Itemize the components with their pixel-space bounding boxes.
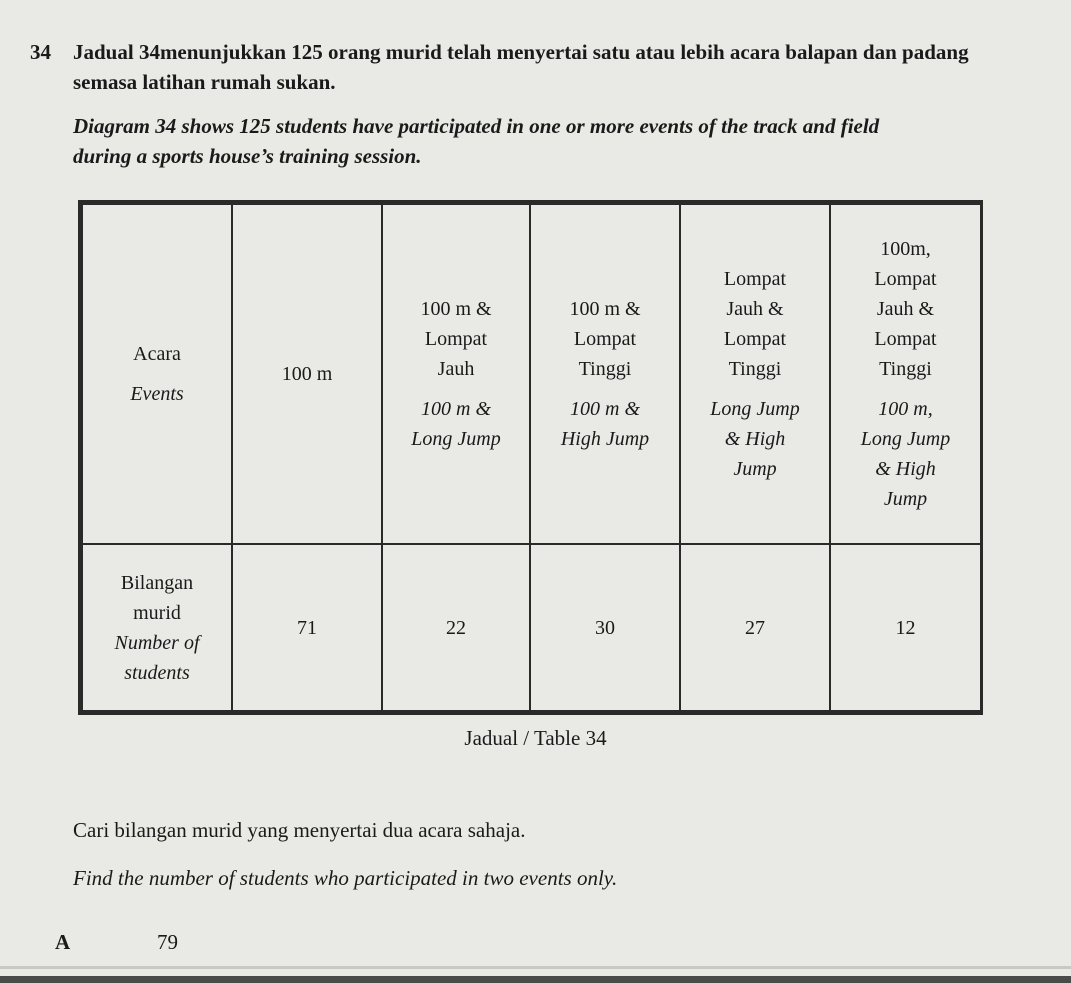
event-label-ms: Lompat xyxy=(424,328,488,350)
event-label-en: Jump xyxy=(733,458,777,480)
table-caption: Jadual / Table 34 xyxy=(464,726,607,750)
count-cell-col3: 30 xyxy=(530,544,680,711)
question-malay-line1: Jadual 34menunjukkan 125 orang murid telah menyertai satu atau lebih acara balapan dan padang xyxy=(73,40,969,64)
page-bottom-band xyxy=(0,976,1071,983)
event-label-en: Long Jump xyxy=(710,398,800,420)
event-label-ms: Jauh & xyxy=(726,298,784,320)
row-label-count xyxy=(82,544,232,711)
event-label-ms: 100 m & xyxy=(569,298,641,320)
option-a-value: 79 xyxy=(157,930,178,954)
event-label-ms: 100m, xyxy=(880,238,931,260)
event-label-en: Long Jump xyxy=(411,428,501,450)
event-label-ms: Jauh xyxy=(437,358,475,380)
event-label-ms: Lompat xyxy=(723,328,787,350)
event-label-en: & High xyxy=(875,458,936,480)
count-cell-col1: 71 xyxy=(232,544,382,711)
event-label-en: 100 m & xyxy=(570,398,640,420)
option-a-letter: A xyxy=(55,930,71,954)
event-label-ms: Lompat xyxy=(723,268,787,290)
count-cell-col2: 22 xyxy=(382,544,530,711)
count-label-en2: students xyxy=(124,661,190,684)
count-label-en1: Number of xyxy=(114,631,200,654)
event-label-ms: Lompat xyxy=(874,328,937,350)
event-label-ms: Lompat xyxy=(874,268,937,290)
event-header-col2 xyxy=(382,204,530,544)
count-label-ms2: murid xyxy=(133,601,181,624)
events-table xyxy=(78,200,983,715)
event-label-ms: 100 m xyxy=(281,363,333,385)
question-english-line1: Diagram 34 shows 125 students have participated in one or more events of the track and field xyxy=(73,114,880,138)
question-english-line2: during a sports house’s training session. xyxy=(73,144,422,168)
event-label-en: 100 m, xyxy=(878,398,933,420)
count-label-ms1: Bilangan xyxy=(120,571,194,594)
event-label-en: High Jump xyxy=(560,428,650,450)
event-label-en: & High xyxy=(724,428,786,450)
count-cell-col4: 27 xyxy=(680,544,830,711)
event-label-en: 100 m & xyxy=(421,398,491,420)
event-label-ms: 100 m & xyxy=(420,298,492,320)
event-label-ms: Tinggi xyxy=(728,358,782,380)
table-header-row xyxy=(82,204,981,544)
event-label-en: Jump xyxy=(883,488,928,510)
event-label-ms: Tinggi xyxy=(578,358,632,380)
event-label-ms: Lompat xyxy=(573,328,637,350)
table-count-row xyxy=(82,544,981,711)
prompt-english: Find the number of students who participated in two events only. xyxy=(73,866,618,890)
question-number: 34 xyxy=(30,40,51,64)
events-label-en: Events xyxy=(130,383,184,405)
event-label-en: Long Jump xyxy=(860,428,951,450)
event-header-col5 xyxy=(830,204,981,544)
events-label-ms: Acara xyxy=(133,343,181,365)
row-label-events xyxy=(82,204,232,544)
prompt-malay: Cari bilangan murid yang menyertai dua acara sahaja. xyxy=(73,818,526,842)
event-label-ms: Tinggi xyxy=(879,358,932,380)
event-header-col3 xyxy=(530,204,680,544)
count-cell-col5: 12 xyxy=(830,544,981,711)
page-edge-rule xyxy=(0,966,1071,969)
event-header-col4 xyxy=(680,204,830,544)
event-label-ms: Jauh & xyxy=(876,298,935,320)
question-malay-line2: semasa latihan rumah sukan. xyxy=(73,70,336,94)
event-header-col1 xyxy=(232,204,382,544)
